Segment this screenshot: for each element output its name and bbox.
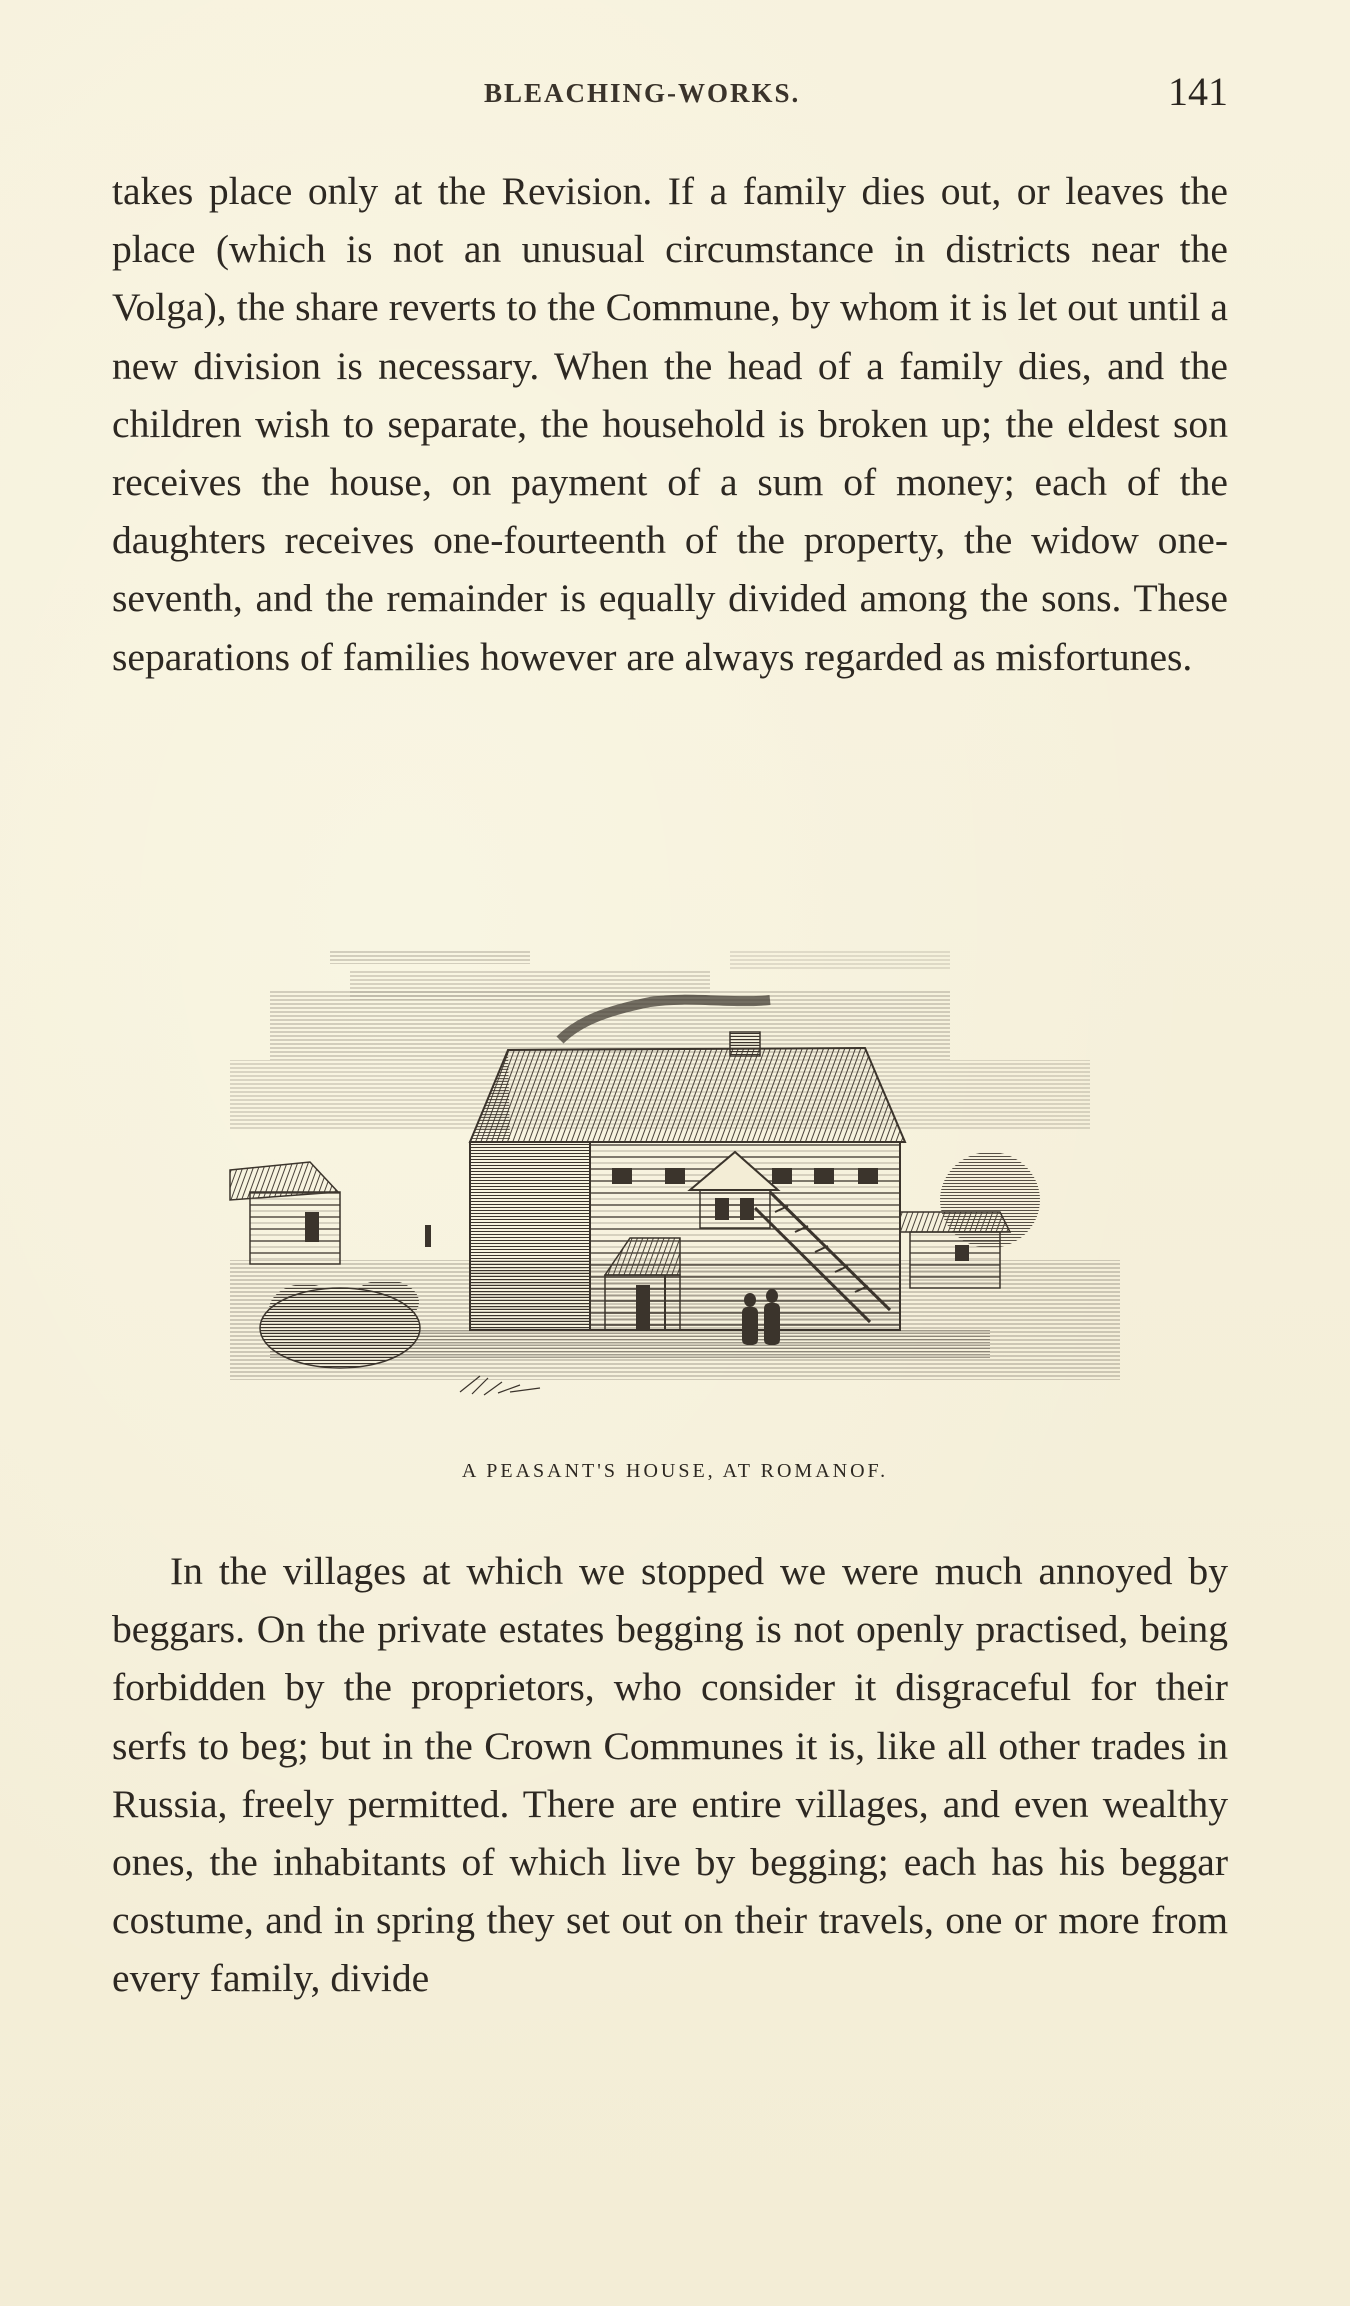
figure-caption: A PEASANT'S HOUSE, AT ROMANOF. [461, 1460, 889, 1482]
paragraph-top: takes place only at the Revision. If a family dies out, or leaves the place (which is not an unusual circumstance in districts near the Volga), the share reverts to the Commune, by whom it is let out until a new division is necessary. When the head of a family dies, and the children wish to separate, the household is broken up; the eldest son receives the house, on payment of a sum of money; each of the daughters receives one-fourteenth of the property, the widow one-seventh, and the remainder is equally divided among the sons. These separations of families however are always regarded as misfortunes. [112, 169, 1228, 679]
paragraph-bottom: In the villages at which we stopped we were much annoyed by beggars. On the private estates begging is not openly practised, being forbidden by the proprietors, who consider it disgraceful for their serfs to beg; but in the Crown Communes it is, like all other trades in Russia, freely permitted. There are entire villages, and even wealthy ones, the inhabitants of which live by begging; each has his beggar costume, and in spring they set out on their travels, one or more from every family, divide [112, 1549, 1228, 2001]
engraving-peasant-house [210, 930, 1130, 1410]
running-head [112, 68, 1228, 118]
running-title: BLEACHING-WORKS. [484, 78, 801, 108]
engraving-illustration [210, 930, 1130, 1410]
bushes [260, 1280, 420, 1368]
left-shed [230, 1162, 340, 1264]
page-number: 141 [1168, 69, 1228, 114]
main-house [470, 1032, 905, 1330]
